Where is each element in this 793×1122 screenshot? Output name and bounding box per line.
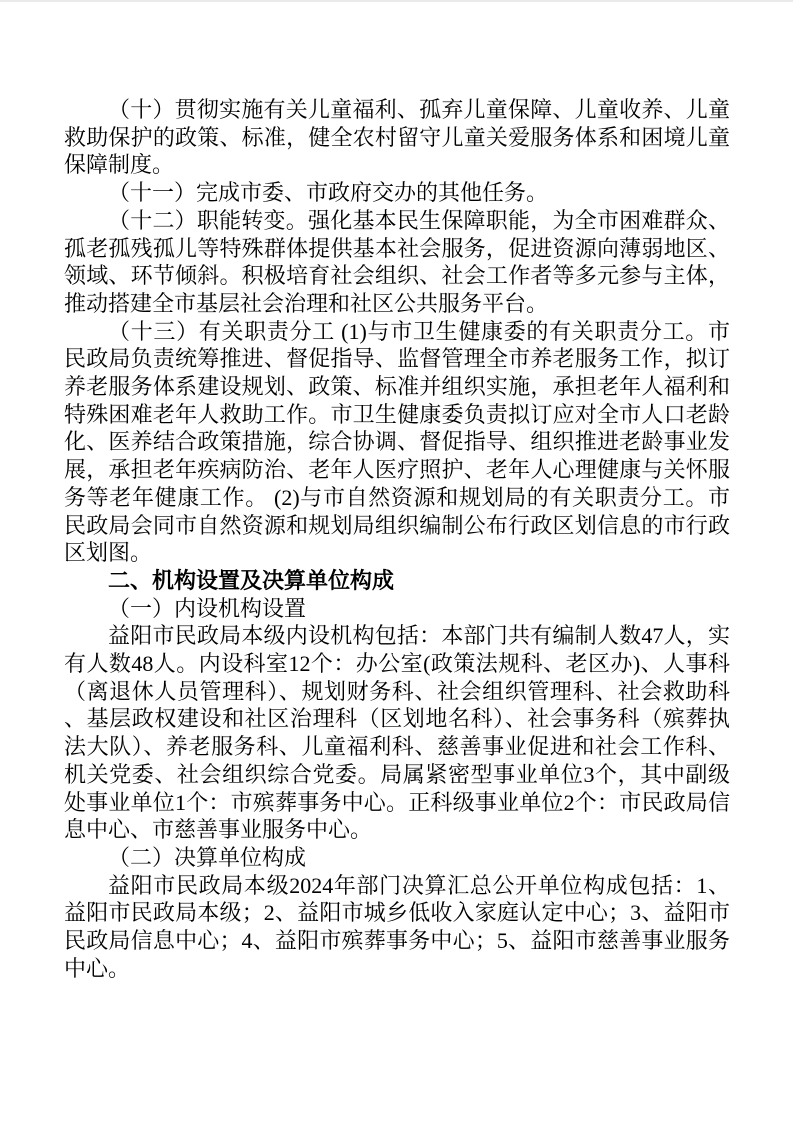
- body-paragraph: （十一）完成市委、市政府交办的其他任务。: [108, 180, 549, 206]
- section-heading: 二、机构设置及决算单位构成: [108, 567, 395, 593]
- body-paragraph: （二）决算单位构成: [108, 844, 307, 870]
- body-paragraph: （十三）有关职责分工 (1)与市卫生健康委的有关职责分工。市民政局负责统筹推进、督促指导、监督管理全市养老服务工作，拟订养老服务体系建设规划、政策、标准并组织实施，承担老年人福利和特殊困难老年人救助工作。市卫生健康委负责拟订应对全市人口老龄化、医养结合政策措施，综合协调、督促指导、组织推进老龄事业发展，承担老年疾病防治、老年人医疗照护、老年人心理健康与关怀服务等老年健康工作。 (2)与市自然资源和规划局的有关职责分工。市民政局会同市自然资源和规划局组织编制公布行政区划信息的市行政区划图。: [64, 318, 730, 566]
- body-paragraph: （十二）职能转变。强化基本民生保障职能，为全市困难群众、孤老孤残孤儿等特殊群体提供基本社会服务，促进资源向薄弱地区、领域、环节倾斜。积极培育社会组织、社会工作者等多元参与主体，推动搭建全市基层社会治理和社区公共服务平台。: [64, 207, 730, 316]
- body-paragraph: 益阳市民政局本级2024年部门决算汇总公开单位构成包括：1、益阳市民政局本级；2、益阳市城乡低收入家庭认定中心；3、益阳市民政局信息中心；4、益阳市殡葬事务中心；5、益阳市慈善事业服务中心。: [64, 872, 730, 981]
- body-paragraph: 益阳市民政局本级内设机构包括：本部门共有编制人数47人，实有人数48人。内设科室12个：办公室(政策法规科、老区办)、人事科（离退休人员管理科）、规划财务科、社会组织管理科、社会救助科、基层政权建设和社区治理科（区划地名科）、社会事务科（殡葬执法大队）、养老服务科、儿童福利科、慈善事业促进和社会工作科、机关党委、社会组织综合党委。局属紧密型事业单位3个，其中副级处事业单位1个：市殡葬事务中心。正科级事业单位2个：市民政局信息中心、市慈善事业服务中心。: [64, 623, 730, 843]
- document-content: [64, 96, 730, 983]
- body-paragraph: （一）内设机构设置: [108, 595, 307, 621]
- body-paragraph: （十）贯彻实施有关儿童福利、孤弃儿童保障、儿童收养、儿童救助保护的政策、标准，健全农村留守儿童关爱服务体系和困境儿童保障制度。: [64, 97, 730, 178]
